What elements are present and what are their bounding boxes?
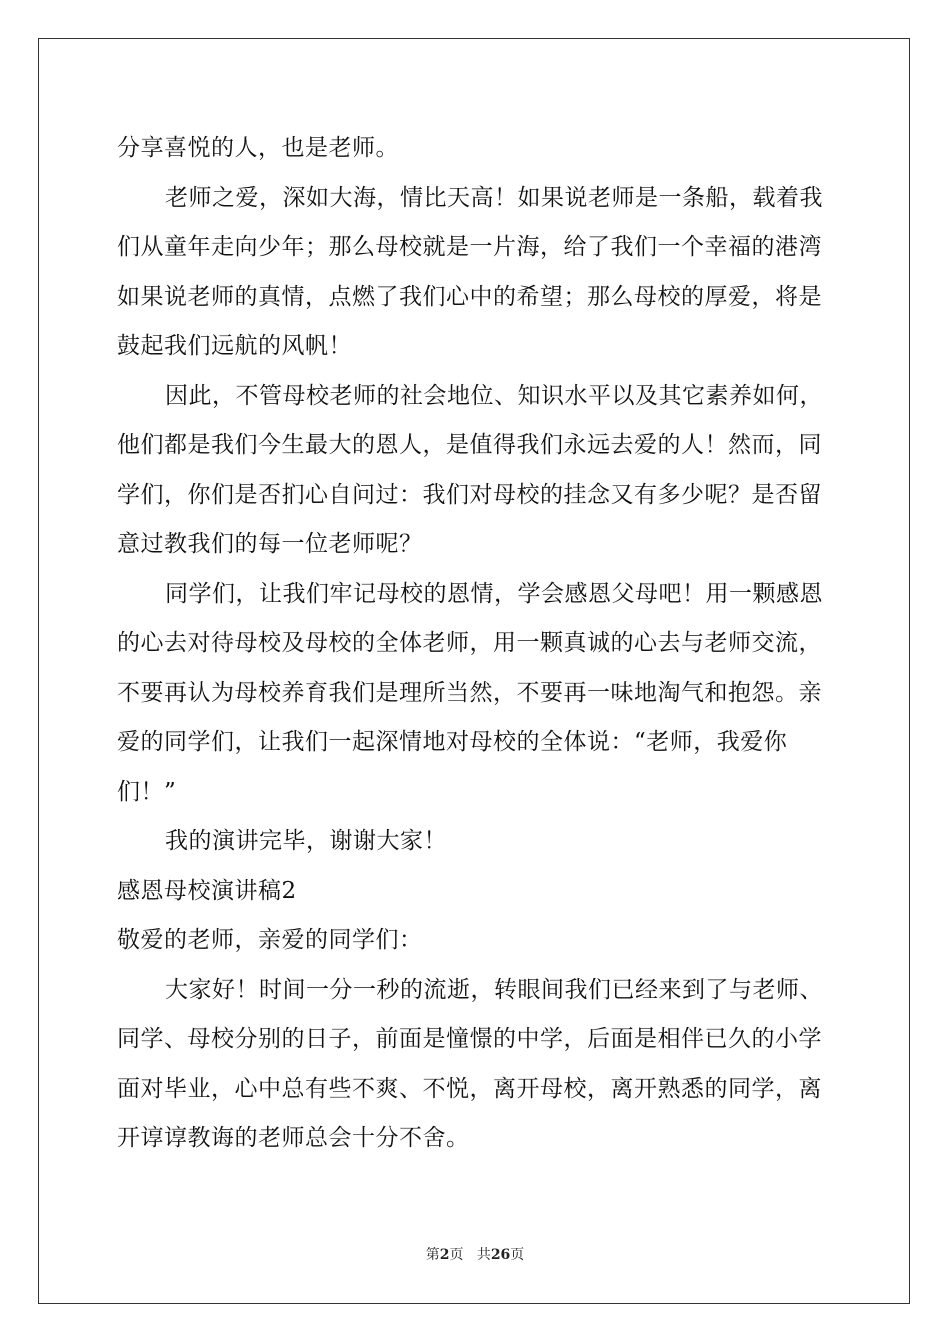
text-line: 意过教我们的每一位老师呢？ <box>117 531 423 557</box>
text-line: 的心去对待母校及母校的全体老师，用一颗真诚的心去与老师交流， <box>117 630 822 656</box>
text-line: 学们，你们是否扪心自问过：我们对母校的挂念又有多少呢？是否留 <box>117 481 822 508</box>
text-line: 同学、母校分别的日子，前面是憧憬的中学，后面是相伴已久的小学 <box>117 1026 822 1052</box>
text-line: 如果说老师的真情，点燃了我们心中的希望；那么母校的厚爱，将是 <box>117 283 822 310</box>
paragraph-start-line: 因此，不管母校老师的社会地位、知识水平以及其它素养如何， <box>165 382 823 409</box>
paragraph-start-line: 老师之爱，深如大海，情比天高！如果说老师是一条船，载着我 <box>165 184 823 211</box>
document-body <box>117 124 833 1164</box>
closing-line: 我的演讲完毕，谢谢大家！ <box>165 828 447 854</box>
total-pages: 26 <box>490 1247 511 1263</box>
page-footer <box>0 1244 950 1264</box>
page-suffix: 页 <box>449 1247 464 1263</box>
total-prefix: 共 <box>476 1247 491 1263</box>
text-line: 爱的同学们，让我们一起深情地对母校的全体说：“老师，我爱你 <box>117 729 788 755</box>
paragraph-start-line: 大家好！时间一分一秒的流逝，转眼间我们已经来到了与老师、 <box>165 976 823 1003</box>
page-prefix: 第 <box>425 1247 440 1263</box>
text-line: 不要再认为母校养育我们是理所当然，不要再一味地淘气和抱怨。亲 <box>117 679 822 706</box>
total-suffix: 页 <box>510 1247 525 1263</box>
text-line: 面对毕业，心中总有些不爽、不悦，离开母校，离开熟悉的同学，离 <box>117 1075 822 1102</box>
text-line: 们从童年走向少年；那么母校就是一片海，给了我们一个幸福的港湾 <box>117 234 822 260</box>
page-number: 2 <box>439 1247 450 1263</box>
text-line: 他们都是我们今生最大的恩人，是值得我们永远去爱的人！然而，同 <box>117 432 822 458</box>
text-line: 鼓起我们远航的风帆！ <box>117 333 352 359</box>
salutation: 敬爱的老师，亲爱的同学们： <box>117 927 423 953</box>
text-line: 们！” <box>117 778 177 805</box>
paragraph-start-line: 同学们，让我们牢记母校的恩情，学会感恩父母吧！用一颗感恩 <box>165 580 823 607</box>
section-heading: 感恩母校演讲稿2 <box>117 877 297 904</box>
text-line: 分享喜悦的人，也是老师。 <box>117 135 399 161</box>
text-line: 开谆谆教诲的老师总会十分不舍。 <box>117 1125 470 1151</box>
